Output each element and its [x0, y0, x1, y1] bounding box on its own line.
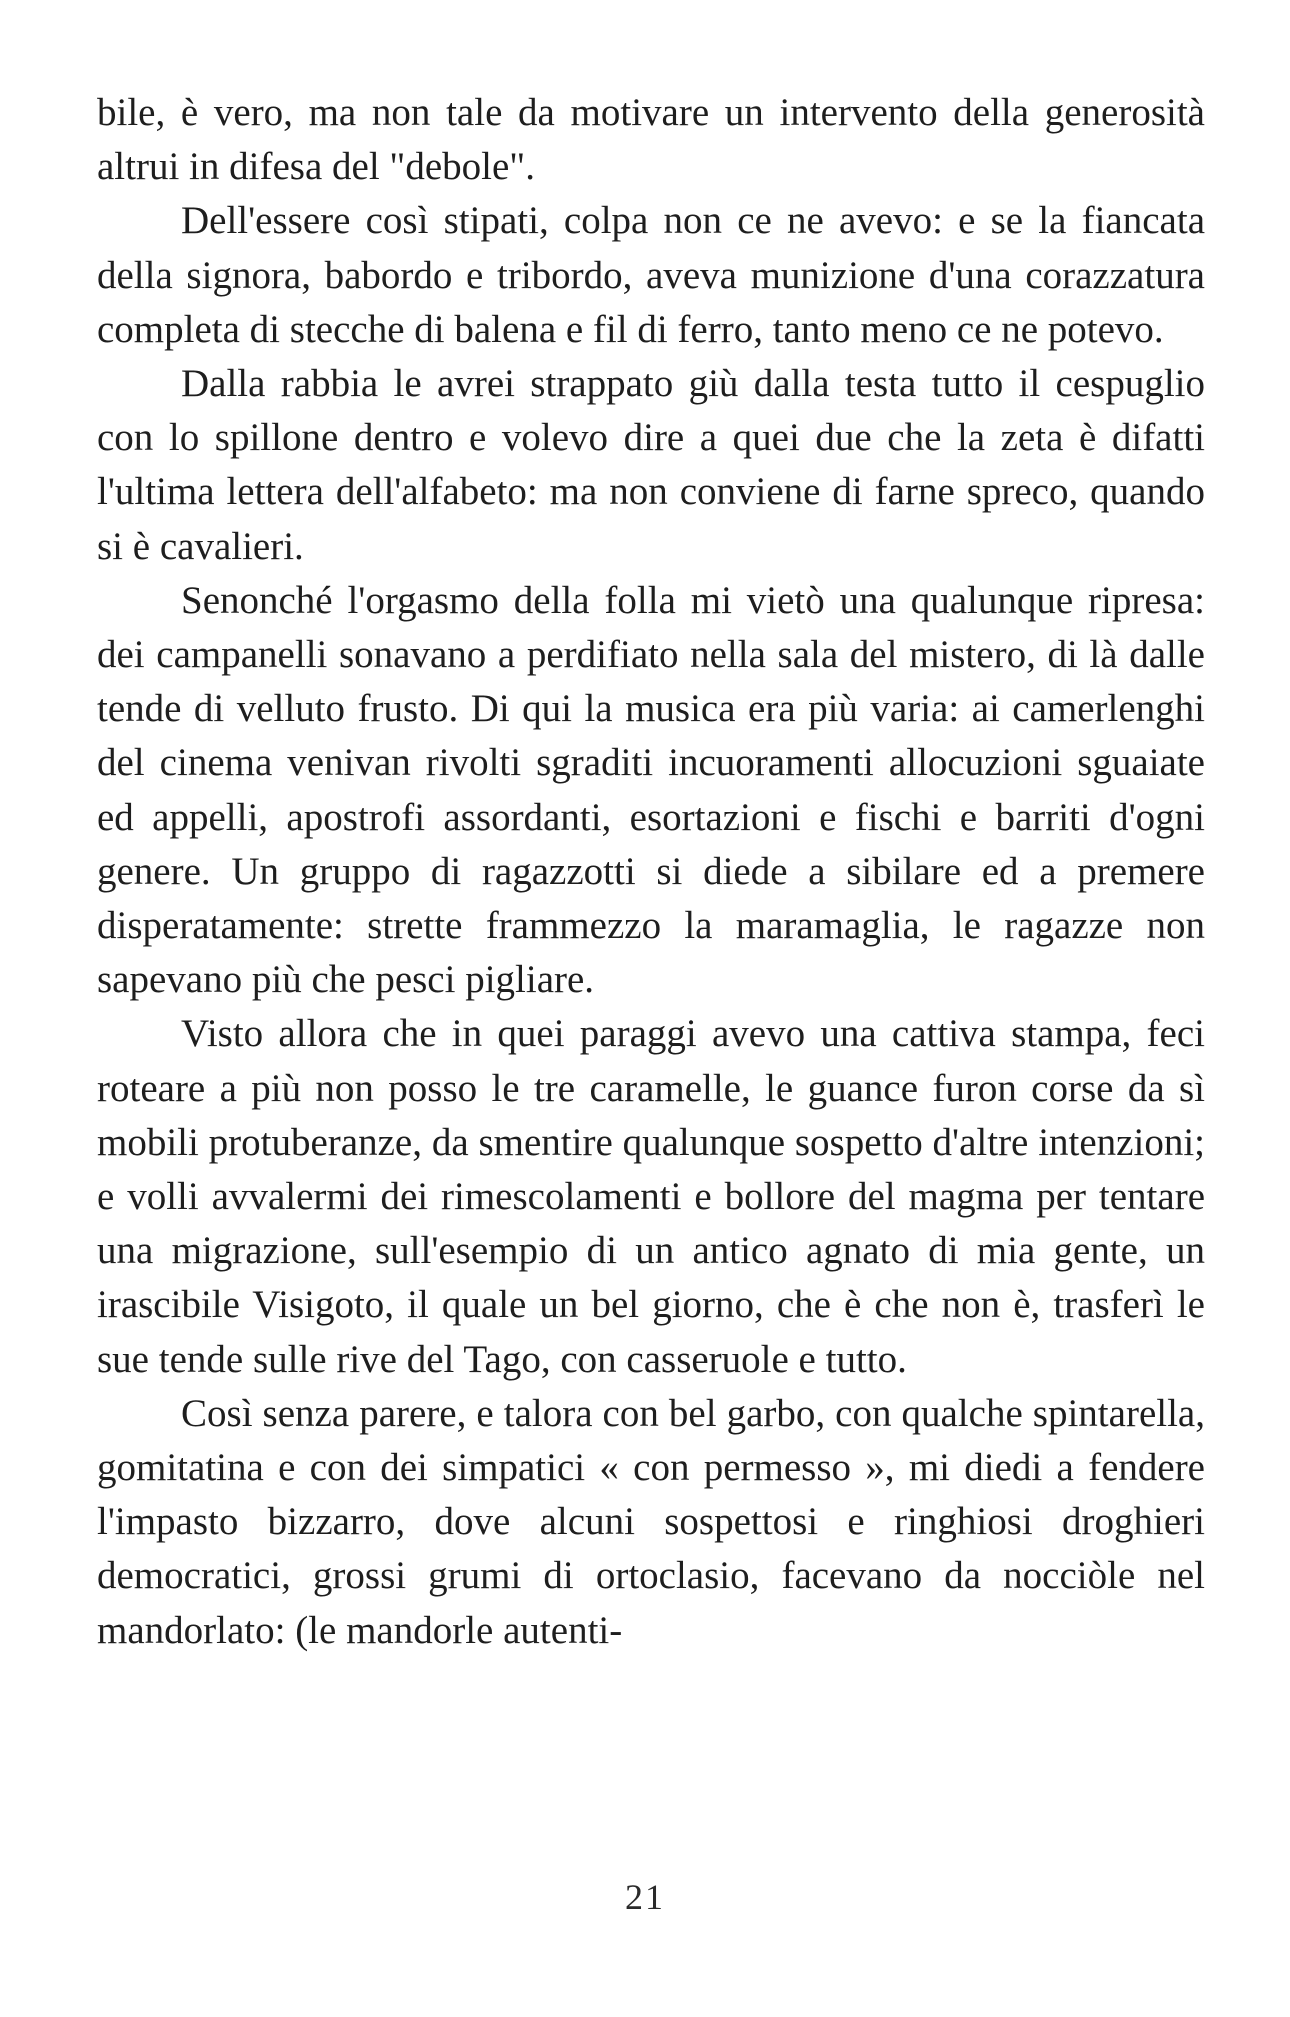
paragraph: Senonché l'orgasmo della folla mi vietò una qualunque ripresa: dei campanelli sonavano a perdifiato nella sala del mistero, di là dalle tende di velluto frusto. Di qui la musica era più varia: ai camerlenghi del cinema venivan rivolti sgraditi incuoramenti allocuzioni sguaiate ed appelli, apostrofi assordanti, esortazioni e fischi e barriti d'ogni genere. Un gruppo di ragazzotti si diede a sibilare ed a premere disperatamente: strette frammezzo la maramaglia, le ragazze non sapevano più che pesci pigliare. [97, 578, 1205, 1002]
paragraph: Visto allora che in quei paraggi avevo una cattiva stampa, feci roteare a più non posso le tre caramelle, le guance furon corse da sì mobili protuberanze, da smentire qualunque sospetto d'altre intenzioni; e volli avvalermi dei rimescolamenti e bollore del magma per tentare una migrazione, sull'esempio di un antico agnato di mia gente, un irascibile Visigoto, il quale un bel giorno, che è che non è, trasferì le sue tende sulle rive del Tago, con casseruole e tutto. [97, 1012, 1205, 1381]
paragraph: Così senza parere, e talora con bel garbo, con qualche spintarella, gomitatina e con dei simpatici « con permesso », mi diedi a fendere l'impasto bizzarro, dove alcuni sospettosi e ringhiosi droghieri democratici, grossi grumi di ortoclasio, facevano da nocciòle nel mandorlato: (le mandorle autenti- [97, 1391, 1205, 1652]
paragraph: Dell'essere così stipati, colpa non ce ne avevo: e se la fiancata della signora, babordo e tribordo, aveva munizione d'una corazzatura completa di stecche di balena e fil di ferro, tanto meno ce ne potevo. [97, 199, 1205, 351]
paragraph: Dalla rabbia le avrei strappato giù dalla testa tutto il cespuglio con lo spillone dentro e volevo dire a quei due che la zeta è difatti l'ultima lettera dell'alfabeto: ma non conviene di farne spreco, quando si è cavalieri. [97, 362, 1205, 568]
paragraph-continuation: bile, è vero, ma non tale da motivare un intervento della generosità altrui in difesa del "debole". [97, 91, 1205, 189]
body-text [97, 86, 1205, 1658]
page-number: 21 [625, 1877, 665, 1917]
